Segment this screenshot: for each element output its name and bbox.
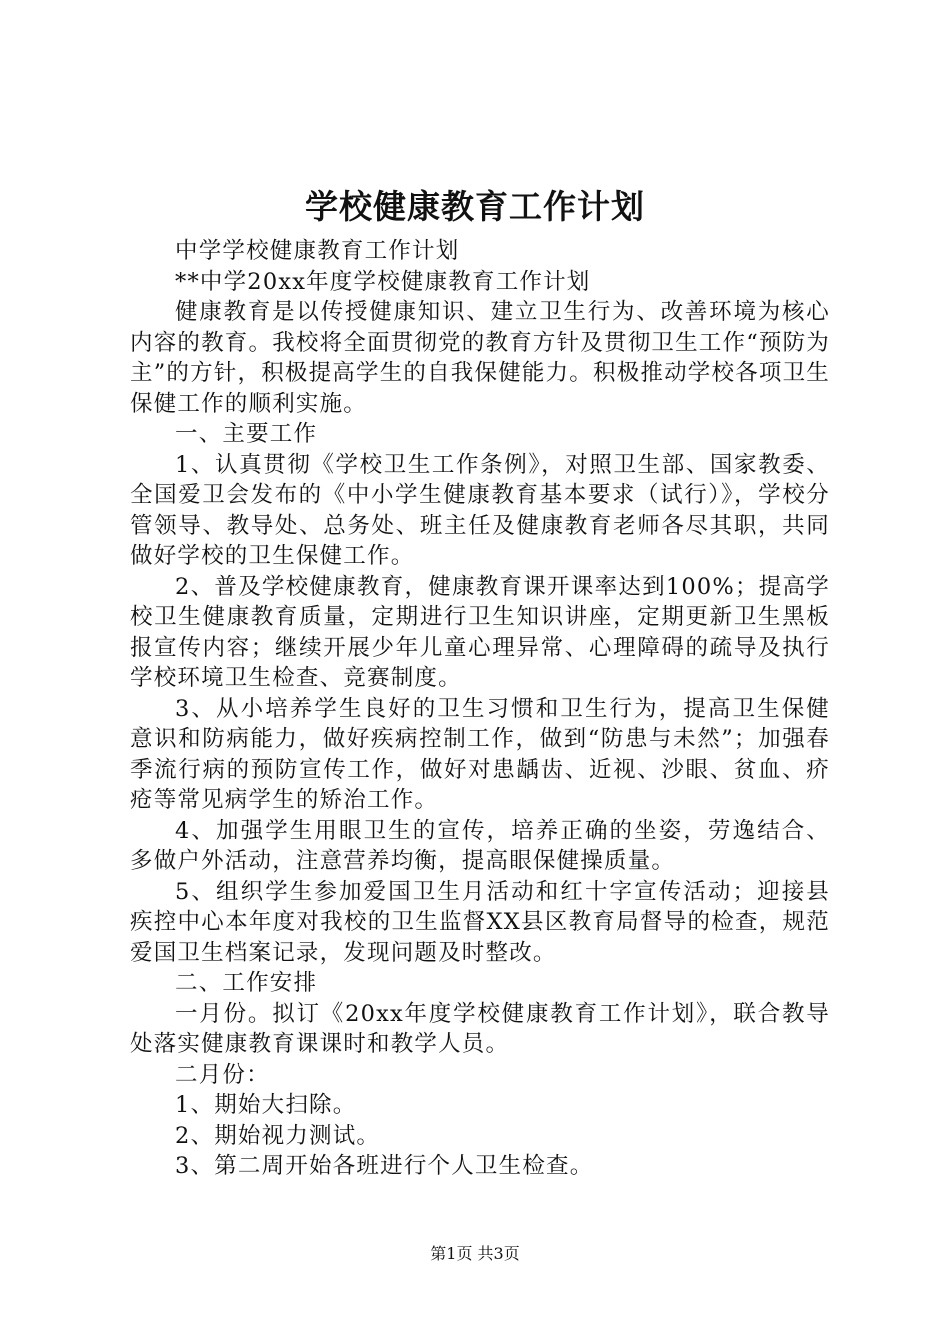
section-heading-work-arrangement: 二、工作安排 bbox=[175, 970, 318, 996]
paragraph-subtitle: 中学学校健康教育工作计划 bbox=[175, 238, 460, 264]
paragraph-january: 一月份。拟订《20xx年度学校健康教育工作计划》，联合教导处落实健康教育课课时和教学人员。 bbox=[130, 1000, 830, 1057]
section-heading-main-work: 一、主要工作 bbox=[175, 421, 318, 447]
paragraph-item-1: 1、认真贯彻《学校卫生工作条例》，对照卫生部、国家教委、全国爱卫会发布的《中小学生健康教育基本要求（试行）》，学校分管领导、教导处、总务处、班主任及健康教育老师各尽其职，共同做好学校的卫生保健工作。 bbox=[130, 451, 830, 569]
paragraph-feb-item-2: 2、期始视力测试。 bbox=[175, 1122, 381, 1149]
paragraph-item-5: 5、组织学生参加爱国卫生月活动和红十字宣传活动；迎接县疾控中心本年度对我校的卫生监督XX县区教育局督导的检查，规范爱国卫生档案记录，发现问题及时整改。 bbox=[130, 878, 830, 966]
paragraph-february: 二月份： bbox=[175, 1061, 270, 1088]
paragraph-feb-item-3: 3、第二周开始各班进行个人卫生检查。 bbox=[175, 1153, 594, 1179]
paragraph-plan-name: **中学20xx年度学校健康教育工作计划 bbox=[175, 268, 591, 295]
paragraph-item-3: 3、从小培养学生良好的卫生习惯和卫生行为，提高卫生保健意识和防病能力，做好疾病控制工作，做到“防患与未然”；加强春季流行病的预防宣传工作，做好对患龋齿、近视、沙眼、贫血、疥疮等常见病学生的矫治工作。 bbox=[130, 695, 830, 813]
paragraph-item-2: 2、普及学校健康教育，健康教育课开课率达到100%；提高学校卫生健康教育质量，定期进行卫生知识讲座，定期更新卫生黑板报宣传内容；继续开展少年儿童心理异常、心理障碍的疏导及执行学校环境卫生检查、竞赛制度。 bbox=[130, 573, 830, 691]
document-title: 学校健康教育工作计划 bbox=[305, 187, 645, 226]
paragraph-item-4: 4、加强学生用眼卫生的宣传，培养正确的坐姿，劳逸结合、多做户外活动，注意营养均衡，提高眼保健操质量。 bbox=[130, 817, 830, 874]
paragraph-feb-item-1: 1、期始大扫除。 bbox=[175, 1092, 357, 1118]
paragraph-intro: 健康教育是以传授健康知识、建立卫生行为、改善环境为核心内容的教育。我校将全面贯彻党的教育方针及贯彻卫生工作“预防为主”的方针，积极提高学生的自我保健能力。积极推动学校各项卫生保健工作的顺利实施。 bbox=[130, 299, 831, 417]
document-body bbox=[130, 236, 830, 1182]
page-footer: 第1页 共3页 bbox=[430, 1244, 520, 1263]
